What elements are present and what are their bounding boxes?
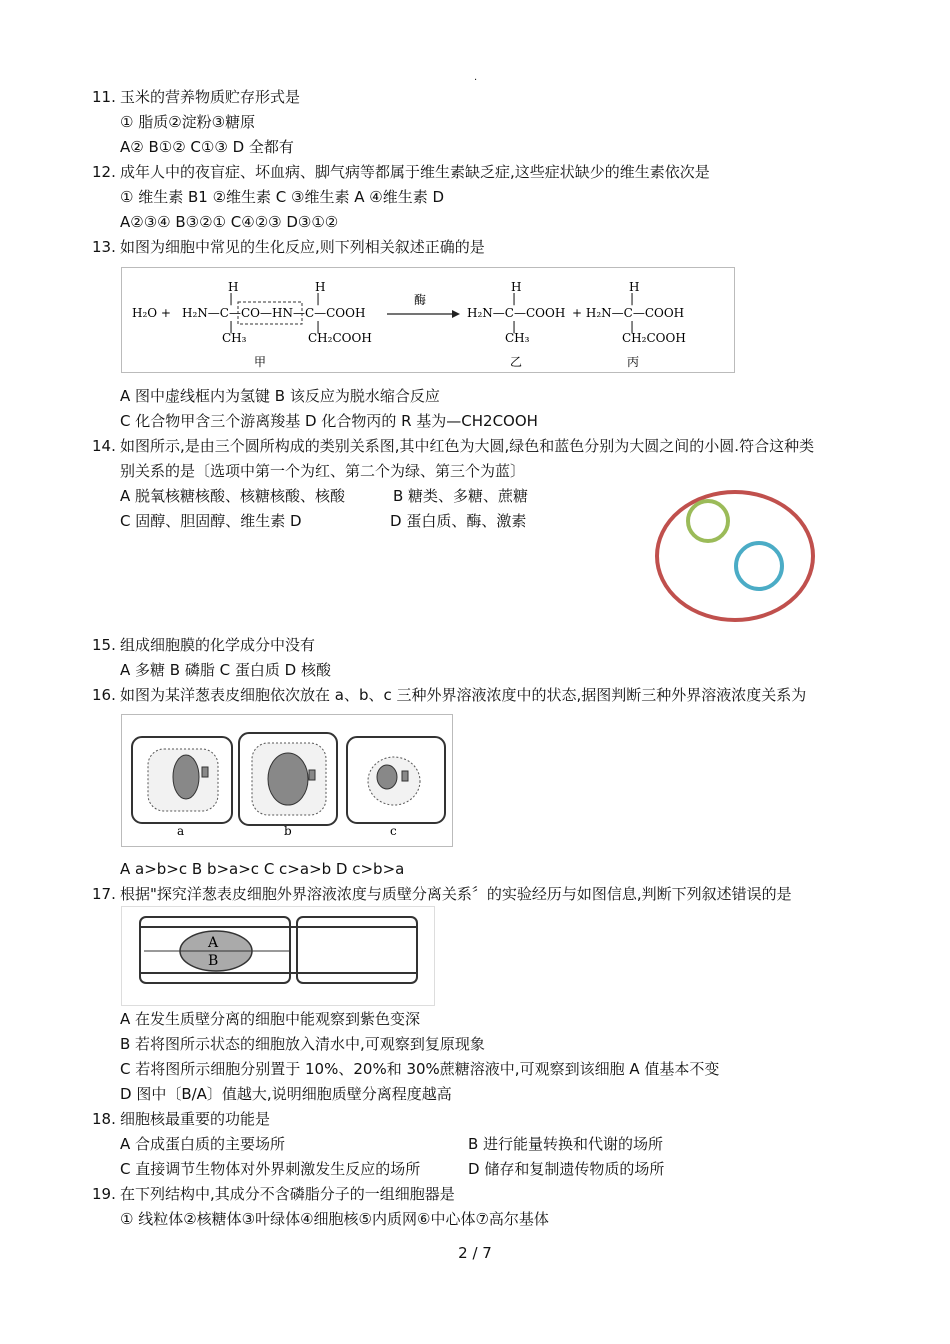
svg-text:CH₃: CH₃ bbox=[222, 331, 247, 345]
category-circles-figure bbox=[650, 486, 820, 626]
svg-text:|: | bbox=[512, 291, 517, 305]
question-14-option-b: B 糖类、多糖、蔗糖 bbox=[393, 487, 529, 505]
label-bing: 丙 bbox=[627, 355, 640, 369]
question-13-options-1: A 图中虚线框内为氢键 B 该反应为脱水缩合反应 bbox=[120, 387, 440, 405]
question-18-option-b: B 进行能量转换和代谢的场所 bbox=[468, 1135, 664, 1153]
fig-label-c: c bbox=[390, 824, 397, 838]
svg-text:|: | bbox=[316, 319, 321, 333]
label-jia: 甲 bbox=[254, 355, 267, 369]
question-12-options: A②③④ B③②① C④②③ D③①② bbox=[120, 213, 339, 231]
label-yi: 乙 bbox=[510, 355, 523, 369]
question-19-items: ① 线粒体②核糖体③叶绿体④细胞核⑤内质网⑥中心体⑦高尔基体 bbox=[120, 1210, 549, 1228]
question-14-stem: 14. 如图所示,是由三个圆所构成的类别关系图,其中红色为大圆,绿色和蓝色分别为大圆之间的小圆.符合这种类 bbox=[92, 437, 815, 455]
question-19-stem: 19. 在下列结构中,其成分不含磷脂分子的一组细胞器是 bbox=[92, 1185, 455, 1203]
question-18-option-c: C 直接调节生物体对外界刺激发生反应的场所 bbox=[120, 1160, 421, 1178]
svg-text:H: H bbox=[228, 280, 239, 294]
svg-text:|: | bbox=[512, 319, 517, 333]
question-15-stem: 15. 组成细胞膜的化学成分中没有 bbox=[92, 636, 316, 654]
question-14-option-d: D 蛋白质、酶、激素 bbox=[390, 512, 527, 530]
onion-cells-figure bbox=[121, 714, 453, 847]
fig-label-a: a bbox=[177, 824, 185, 838]
svg-text:H₂N—C—CO—HN—C—COOH: H₂N—C—CO—HN—C—COOH bbox=[182, 306, 366, 320]
question-11-stem: 11. 玉米的营养物质贮存形式是 bbox=[92, 88, 301, 106]
plasmolysis-figure bbox=[121, 906, 435, 1006]
cell-b-vacuole bbox=[268, 753, 308, 805]
question-12-items: ① 维生素 B1 ②维生素 C ③维生素 A ④维生素 D bbox=[120, 188, 445, 206]
question-16-options: A a>b>c B b>a>c C c>a>b D c>b>a bbox=[120, 860, 405, 878]
question-13-stem: 13. 如图为细胞中常见的生化反应,则下列相关叙述正确的是 bbox=[92, 238, 485, 256]
question-11-options: A② B①② C①③ D 全都有 bbox=[120, 138, 294, 156]
fig-label-b: b bbox=[284, 824, 292, 838]
svg-text:|: | bbox=[229, 319, 234, 333]
cell-a-vacuole bbox=[173, 755, 199, 799]
svg-text:CH₃: CH₃ bbox=[505, 331, 530, 345]
label-A: A bbox=[208, 935, 219, 951]
svg-text:+ H₂N—C—COOH: + H₂N—C—COOH bbox=[572, 306, 685, 320]
reaction-figure bbox=[121, 267, 735, 373]
question-11-items: ① 脂质②淀粉③糖原 bbox=[120, 113, 256, 131]
svg-text:|: | bbox=[630, 319, 635, 333]
header-dot: . bbox=[474, 72, 478, 83]
svg-text:H: H bbox=[511, 280, 522, 294]
question-13-options-2: C 化合物甲含三个游离羧基 D 化合物丙的 R 基为—CH2COOH bbox=[120, 412, 538, 430]
question-17-option-d: D 图中〔B/A〕值越大,说明细胞质壁分离程度越高 bbox=[120, 1085, 452, 1103]
svg-text:|: | bbox=[316, 291, 321, 305]
svg-text:|: | bbox=[229, 291, 234, 305]
green-circle bbox=[688, 501, 728, 541]
blue-circle bbox=[736, 543, 782, 589]
question-18-option-a: A 合成蛋白质的主要场所 bbox=[120, 1135, 286, 1153]
water-label: H₂O + bbox=[132, 306, 171, 320]
cell-c-vacuole bbox=[377, 765, 397, 789]
question-17-option-a: A 在发生质壁分离的细胞中能观察到紫色变深 bbox=[120, 1010, 421, 1028]
enzyme-label: 酶 bbox=[414, 293, 427, 307]
question-14-option-c: C 固醇、胆固醇、维生素 D bbox=[120, 512, 302, 530]
question-16-stem: 16. 如图为某洋葱表皮细胞依次放在 a、b、c 三种外界溶液浓度中的状态,据图判断三种外界溶液浓度关系为 bbox=[92, 686, 807, 704]
svg-text:H: H bbox=[315, 280, 326, 294]
question-17-option-c: C 若将图所示细胞分别置于 10%、20%和 30%蔗糖溶液中,可观察到该细胞 A 值基本不变 bbox=[120, 1060, 720, 1078]
question-17-stem: 17. 根据"探究洋葱表皮细胞外界溶液浓度与质壁分离关系〞的实验经历与如图信息,判断下列叙述错误的是 bbox=[92, 885, 792, 903]
question-18-option-d: D 储存和复制遗传物质的场所 bbox=[468, 1160, 665, 1178]
question-15-options: A 多糖 B 磷脂 C 蛋白质 D 核酸 bbox=[120, 661, 331, 679]
svg-text:H₂N—C—COOH: H₂N—C—COOH bbox=[467, 306, 566, 320]
label-B: B bbox=[208, 953, 219, 969]
page-number: 2 / 7 bbox=[458, 1244, 492, 1262]
question-14-option-a: A 脱氧核糖核酸、核糖核酸、核酸 bbox=[120, 487, 346, 505]
question-14-stem-cont: 别关系的是〔选项中第一个为红、第二个为绿、第三个为蓝〕 bbox=[120, 462, 526, 480]
question-12-stem: 12. 成年人中的夜盲症、坏血病、脚气病等都属于维生素缺乏症,这些症状缺少的维生素依次是 bbox=[92, 163, 710, 181]
question-18-stem: 18. 细胞核最重要的功能是 bbox=[92, 1110, 271, 1128]
svg-text:CH₂COOH: CH₂COOH bbox=[622, 331, 686, 345]
question-17-option-b: B 若将图所示状态的细胞放入清水中,可观察到复原现象 bbox=[120, 1035, 485, 1053]
svg-text:H: H bbox=[629, 280, 640, 294]
svg-text:|: | bbox=[630, 291, 635, 305]
red-circle bbox=[657, 492, 813, 620]
svg-text:CH₂COOH: CH₂COOH bbox=[308, 331, 372, 345]
